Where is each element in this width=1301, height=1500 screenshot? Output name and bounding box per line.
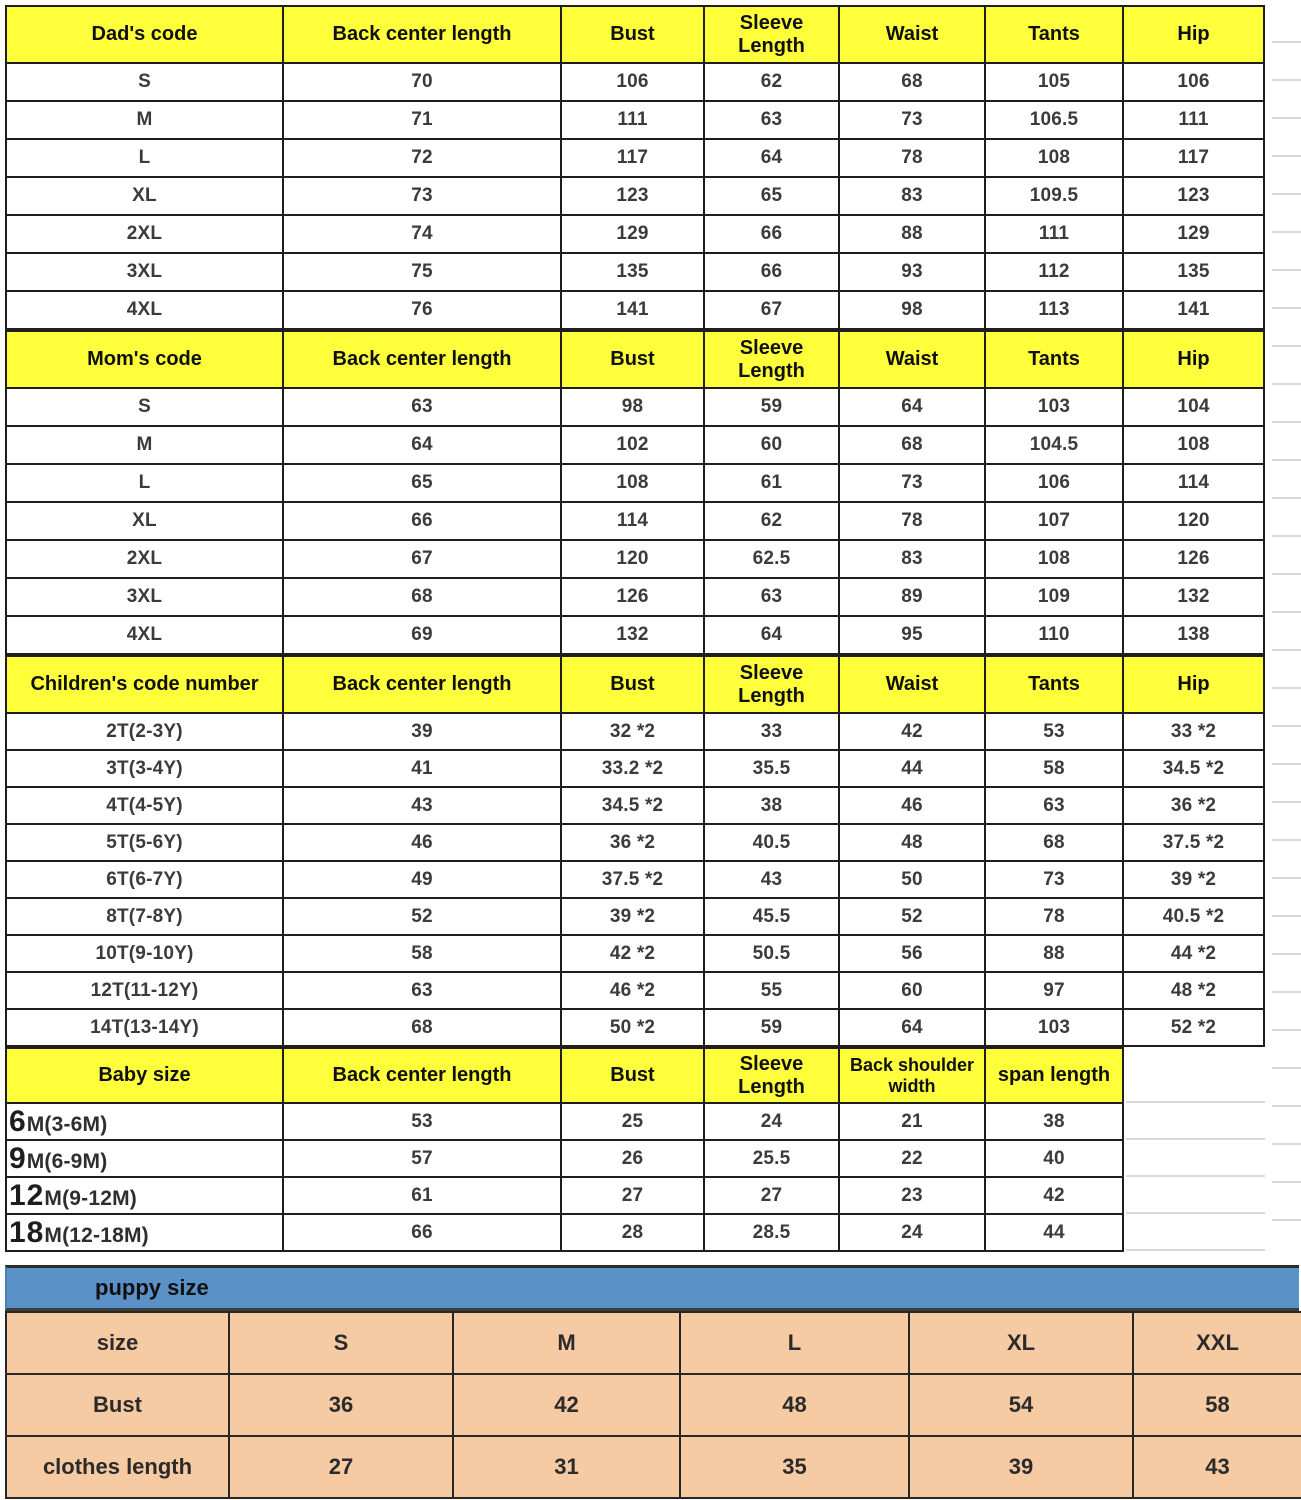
- measurement-cell: 59: [704, 1009, 839, 1046]
- column-header: Hip: [1123, 656, 1264, 713]
- measurement-cell: 39 *2: [561, 898, 704, 935]
- puppy-table-row: [6, 1312, 1301, 1374]
- measurement-cell: 104.5: [985, 426, 1123, 464]
- measurement-cell: 60: [704, 426, 839, 464]
- size-label: XL: [6, 177, 283, 215]
- puppy-size-table: [5, 1311, 1301, 1499]
- measurement-cell: 141: [1123, 291, 1264, 329]
- measurement-cell: 40.5: [704, 824, 839, 861]
- measurement-cell: 102: [561, 426, 704, 464]
- measurement-cell: 58: [985, 750, 1123, 787]
- size-label: 18M(12-18M): [6, 1214, 283, 1251]
- measurement-cell: 52: [283, 898, 561, 935]
- measurement-cell: 78: [839, 502, 985, 540]
- measurement-cell: 39 *2: [1123, 861, 1264, 898]
- measurement-cell: 33: [704, 713, 839, 750]
- measurement-cell: 129: [561, 215, 704, 253]
- puppy-size-header-bar: [5, 1265, 1299, 1311]
- measurement-cell: 68: [283, 1009, 561, 1046]
- measurement-cell: 42: [839, 713, 985, 750]
- measurement-cell: 123: [1123, 177, 1264, 215]
- measurement-cell: 36 *2: [1123, 787, 1264, 824]
- measurement-cell: 73: [839, 464, 985, 502]
- measurement-cell: 66: [283, 1214, 561, 1251]
- measurement-cell: 68: [985, 824, 1123, 861]
- children-table-row: [6, 935, 1264, 972]
- puppy-size-title: puppy size: [95, 1275, 209, 1300]
- dad-table-row: [6, 291, 1264, 329]
- puppy-measurement-cell: 58: [1133, 1374, 1301, 1436]
- measurement-cell: 114: [1123, 464, 1264, 502]
- measurement-cell: 111: [985, 215, 1123, 253]
- measurement-cell: 40.5 *2: [1123, 898, 1264, 935]
- measurement-cell: 104: [1123, 388, 1264, 426]
- measurement-cell: 108: [985, 139, 1123, 177]
- measurement-cell: 40: [985, 1140, 1123, 1177]
- measurement-cell: 111: [561, 101, 704, 139]
- measurement-cell: 68: [839, 426, 985, 464]
- size-label: 10T(9-10Y): [6, 935, 283, 972]
- column-header: Hip: [1123, 331, 1264, 388]
- baby-section-title: Baby size: [6, 1048, 283, 1103]
- mom-table-row: [6, 540, 1264, 578]
- children-table-row: [6, 750, 1264, 787]
- measurement-cell: 63: [704, 578, 839, 616]
- measurement-cell: 132: [561, 616, 704, 654]
- size-label: M: [6, 426, 283, 464]
- measurement-cell: 110: [985, 616, 1123, 654]
- column-header: Bust: [561, 656, 704, 713]
- dad-section-title: Dad's code: [6, 6, 283, 63]
- measurement-cell: 37.5 *2: [1123, 824, 1264, 861]
- measurement-cell: 61: [283, 1177, 561, 1214]
- measurement-cell: 33.2 *2: [561, 750, 704, 787]
- column-header: Back center length: [283, 1048, 561, 1103]
- mom-table-row: [6, 388, 1264, 426]
- measurement-cell: 64: [839, 388, 985, 426]
- measurement-cell: 69: [283, 616, 561, 654]
- measurement-cell: 24: [704, 1103, 839, 1140]
- measurement-cell: 83: [839, 177, 985, 215]
- column-header: Sleeve Length: [704, 6, 839, 63]
- size-label: S: [6, 63, 283, 101]
- measurement-cell: 65: [283, 464, 561, 502]
- measurement-cell: 24: [839, 1214, 985, 1251]
- size-label: 3XL: [6, 253, 283, 291]
- measurement-cell: 108: [985, 540, 1123, 578]
- measurement-cell: 106: [1123, 63, 1264, 101]
- measurement-cell: 126: [561, 578, 704, 616]
- measurement-cell: 62.5: [704, 540, 839, 578]
- puppy-size-table-container: [5, 1311, 1301, 1499]
- measurement-cell: 93: [839, 253, 985, 291]
- measurement-cell: 38: [704, 787, 839, 824]
- puppy-measurement-cell: XL: [909, 1312, 1133, 1374]
- baby-table-row: [6, 1103, 1123, 1140]
- measurement-cell: 63: [283, 388, 561, 426]
- column-header: Tants: [985, 331, 1123, 388]
- column-header: Sleeve Length: [704, 1048, 839, 1103]
- measurement-cell: 83: [839, 540, 985, 578]
- measurement-cell: 67: [704, 291, 839, 329]
- spreadsheet-gridline-strip: [1272, 5, 1301, 1250]
- size-label: 9M(6-9M): [6, 1140, 283, 1177]
- measurement-cell: 103: [985, 388, 1123, 426]
- measurement-cell: 39: [283, 713, 561, 750]
- measurement-cell: 66: [283, 502, 561, 540]
- measurement-cell: 61: [704, 464, 839, 502]
- measurement-cell: 62: [704, 63, 839, 101]
- measurement-cell: 63: [985, 787, 1123, 824]
- measurement-cell: 88: [985, 935, 1123, 972]
- measurement-cell: 32 *2: [561, 713, 704, 750]
- measurement-cell: 22: [839, 1140, 985, 1177]
- measurement-cell: 48: [839, 824, 985, 861]
- measurement-cell: 42: [985, 1177, 1123, 1214]
- spreadsheet-gridline-area: [1126, 1066, 1265, 1252]
- column-header: Waist: [839, 656, 985, 713]
- measurement-cell: 73: [985, 861, 1123, 898]
- measurement-cell: 52 *2: [1123, 1009, 1264, 1046]
- measurement-cell: 66: [704, 215, 839, 253]
- measurement-cell: 50.5: [704, 935, 839, 972]
- children-table-row: [6, 972, 1264, 1009]
- size-label: 3T(3-4Y): [6, 750, 283, 787]
- column-header: Back shoulder width: [839, 1048, 985, 1103]
- measurement-cell: 56: [839, 935, 985, 972]
- measurement-cell: 67: [283, 540, 561, 578]
- measurement-cell: 117: [1123, 139, 1264, 177]
- puppy-measurement-cell: 42: [453, 1374, 680, 1436]
- measurement-cell: 109: [985, 578, 1123, 616]
- column-header: span length: [985, 1048, 1123, 1103]
- measurement-cell: 138: [1123, 616, 1264, 654]
- measurement-cell: 21: [839, 1103, 985, 1140]
- column-header: Back center length: [283, 6, 561, 63]
- children-table-row: [6, 824, 1264, 861]
- column-header: Bust: [561, 6, 704, 63]
- mom-table-row: [6, 426, 1264, 464]
- measurement-cell: 34.5 *2: [561, 787, 704, 824]
- mom-section-title: Mom's code: [6, 331, 283, 388]
- baby-header-row: [6, 1048, 1123, 1103]
- column-header: Back center length: [283, 331, 561, 388]
- puppy-row-label: Bust: [6, 1374, 229, 1436]
- mom-table-row: [6, 578, 1264, 616]
- measurement-cell: 135: [561, 253, 704, 291]
- measurement-cell: 105: [985, 63, 1123, 101]
- size-label: 2XL: [6, 215, 283, 253]
- children-table-row: [6, 861, 1264, 898]
- measurement-cell: 113: [985, 291, 1123, 329]
- dad-size-table: [5, 5, 1265, 330]
- measurement-cell: 108: [1123, 426, 1264, 464]
- children-table-row: [6, 713, 1264, 750]
- measurement-cell: 45.5: [704, 898, 839, 935]
- size-label: 6T(6-7Y): [6, 861, 283, 898]
- puppy-measurement-cell: XXL: [1133, 1312, 1301, 1374]
- puppy-measurement-cell: 43: [1133, 1436, 1301, 1498]
- puppy-measurement-cell: S: [229, 1312, 453, 1374]
- section-gap: [5, 1252, 1301, 1265]
- size-label: 14T(13-14Y): [6, 1009, 283, 1046]
- measurement-cell: 38: [985, 1103, 1123, 1140]
- size-label: 4XL: [6, 616, 283, 654]
- dad-table-row: [6, 139, 1264, 177]
- size-label: 8T(7-8Y): [6, 898, 283, 935]
- measurement-cell: 46: [283, 824, 561, 861]
- size-label: L: [6, 139, 283, 177]
- measurement-cell: 117: [561, 139, 704, 177]
- measurement-cell: 55: [704, 972, 839, 1009]
- measurement-cell: 60: [839, 972, 985, 1009]
- measurement-cell: 111: [1123, 101, 1264, 139]
- measurement-cell: 126: [1123, 540, 1264, 578]
- measurement-cell: 28: [561, 1214, 704, 1251]
- puppy-measurement-cell: 36: [229, 1374, 453, 1436]
- size-label: 4T(4-5Y): [6, 787, 283, 824]
- size-label: L: [6, 464, 283, 502]
- measurement-cell: 120: [1123, 502, 1264, 540]
- children-table-row: [6, 898, 1264, 935]
- column-header: Bust: [561, 1048, 704, 1103]
- mom-table-row: [6, 502, 1264, 540]
- measurement-cell: 25: [561, 1103, 704, 1140]
- measurement-cell: 106.5: [985, 101, 1123, 139]
- measurement-cell: 64: [704, 616, 839, 654]
- measurement-cell: 43: [283, 787, 561, 824]
- measurement-cell: 135: [1123, 253, 1264, 291]
- children-header-row: [6, 656, 1264, 713]
- dad-table-row: [6, 215, 1264, 253]
- measurement-cell: 46: [839, 787, 985, 824]
- baby-table-row: [6, 1140, 1123, 1177]
- mom-header-row: [6, 331, 1264, 388]
- measurement-cell: 103: [985, 1009, 1123, 1046]
- puppy-measurement-cell: 48: [680, 1374, 909, 1436]
- puppy-measurement-cell: 35: [680, 1436, 909, 1498]
- puppy-measurement-cell: 27: [229, 1436, 453, 1498]
- dad-table-row: [6, 101, 1264, 139]
- measurement-cell: 75: [283, 253, 561, 291]
- puppy-table-row: [6, 1436, 1301, 1498]
- puppy-row-label: size: [6, 1312, 229, 1374]
- measurement-cell: 71: [283, 101, 561, 139]
- column-header: Sleeve Length: [704, 331, 839, 388]
- puppy-row-label: clothes length: [6, 1436, 229, 1498]
- size-label: 12M(9-12M): [6, 1177, 283, 1214]
- measurement-cell: 73: [839, 101, 985, 139]
- baby-table-row: [6, 1214, 1123, 1251]
- size-label: 2T(2-3Y): [6, 713, 283, 750]
- measurement-cell: 52: [839, 898, 985, 935]
- mom-table-row: [6, 464, 1264, 502]
- measurement-cell: 141: [561, 291, 704, 329]
- column-header: Waist: [839, 6, 985, 63]
- measurement-cell: 33 *2: [1123, 713, 1264, 750]
- size-label: 4XL: [6, 291, 283, 329]
- children-table-row: [6, 1009, 1264, 1046]
- measurement-cell: 132: [1123, 578, 1264, 616]
- measurement-cell: 95: [839, 616, 985, 654]
- measurement-cell: 37.5 *2: [561, 861, 704, 898]
- measurement-cell: 53: [283, 1103, 561, 1140]
- measurement-cell: 25.5: [704, 1140, 839, 1177]
- column-header: Hip: [1123, 6, 1264, 63]
- measurement-cell: 44 *2: [1123, 935, 1264, 972]
- measurement-cell: 28.5: [704, 1214, 839, 1251]
- column-header: Bust: [561, 331, 704, 388]
- measurement-cell: 89: [839, 578, 985, 616]
- column-header: Waist: [839, 331, 985, 388]
- dad-table-row: [6, 177, 1264, 215]
- measurement-cell: 97: [985, 972, 1123, 1009]
- measurement-cell: 27: [561, 1177, 704, 1214]
- measurement-cell: 72: [283, 139, 561, 177]
- size-tables-flow: [5, 5, 1301, 1499]
- measurement-cell: 44: [985, 1214, 1123, 1251]
- measurement-cell: 50 *2: [561, 1009, 704, 1046]
- measurement-cell: 48 *2: [1123, 972, 1264, 1009]
- measurement-cell: 44: [839, 750, 985, 787]
- column-header: Tants: [985, 656, 1123, 713]
- measurement-cell: 88: [839, 215, 985, 253]
- measurement-cell: 70: [283, 63, 561, 101]
- measurement-cell: 46 *2: [561, 972, 704, 1009]
- measurement-cell: 62: [704, 502, 839, 540]
- measurement-cell: 58: [283, 935, 561, 972]
- measurement-cell: 41: [283, 750, 561, 787]
- mom-size-table: [5, 330, 1265, 655]
- measurement-cell: 78: [839, 139, 985, 177]
- family-size-tables: [5, 5, 1301, 1252]
- measurement-cell: 109.5: [985, 177, 1123, 215]
- puppy-measurement-cell: M: [453, 1312, 680, 1374]
- measurement-cell: 98: [839, 291, 985, 329]
- column-header: Tants: [985, 6, 1123, 63]
- size-label: 12T(11-12Y): [6, 972, 283, 1009]
- size-label: M: [6, 101, 283, 139]
- measurement-cell: 112: [985, 253, 1123, 291]
- measurement-cell: 108: [561, 464, 704, 502]
- measurement-cell: 57: [283, 1140, 561, 1177]
- measurement-cell: 114: [561, 502, 704, 540]
- measurement-cell: 27: [704, 1177, 839, 1214]
- baby-table-row: [6, 1177, 1123, 1214]
- measurement-cell: 63: [283, 972, 561, 1009]
- measurement-cell: 36 *2: [561, 824, 704, 861]
- measurement-cell: 66: [704, 253, 839, 291]
- puppy-measurement-cell: 54: [909, 1374, 1133, 1436]
- measurement-cell: 63: [704, 101, 839, 139]
- measurement-cell: 64: [839, 1009, 985, 1046]
- measurement-cell: 49: [283, 861, 561, 898]
- size-label: 6M(3-6M): [6, 1103, 283, 1140]
- puppy-measurement-cell: L: [680, 1312, 909, 1374]
- mom-table-row: [6, 616, 1264, 654]
- measurement-cell: 107: [985, 502, 1123, 540]
- measurement-cell: 106: [985, 464, 1123, 502]
- size-label: S: [6, 388, 283, 426]
- measurement-cell: 129: [1123, 215, 1264, 253]
- measurement-cell: 59: [704, 388, 839, 426]
- measurement-cell: 26: [561, 1140, 704, 1177]
- measurement-cell: 65: [704, 177, 839, 215]
- measurement-cell: 98: [561, 388, 704, 426]
- size-label: XL: [6, 502, 283, 540]
- measurement-cell: 64: [283, 426, 561, 464]
- column-header: Back center length: [283, 656, 561, 713]
- measurement-cell: 68: [283, 578, 561, 616]
- size-label: 3XL: [6, 578, 283, 616]
- dad-header-row: [6, 6, 1264, 63]
- measurement-cell: 68: [839, 63, 985, 101]
- measurement-cell: 78: [985, 898, 1123, 935]
- measurement-cell: 43: [704, 861, 839, 898]
- measurement-cell: 73: [283, 177, 561, 215]
- children-section-title: Children's code number: [6, 656, 283, 713]
- dad-table-row: [6, 63, 1264, 101]
- measurement-cell: 35.5: [704, 750, 839, 787]
- measurement-cell: 23: [839, 1177, 985, 1214]
- measurement-cell: 106: [561, 63, 704, 101]
- dad-table-row: [6, 253, 1264, 291]
- measurement-cell: 53: [985, 713, 1123, 750]
- measurement-cell: 50: [839, 861, 985, 898]
- measurement-cell: 34.5 *2: [1123, 750, 1264, 787]
- measurement-cell: 76: [283, 291, 561, 329]
- measurement-cell: 42 *2: [561, 935, 704, 972]
- children-table-row: [6, 787, 1264, 824]
- baby-size-table: [5, 1047, 1124, 1252]
- puppy-table-row: [6, 1374, 1301, 1436]
- measurement-cell: 123: [561, 177, 704, 215]
- column-header: Sleeve Length: [704, 656, 839, 713]
- children-size-table: [5, 655, 1265, 1047]
- size-label: 5T(5-6Y): [6, 824, 283, 861]
- size-label: 2XL: [6, 540, 283, 578]
- measurement-cell: 120: [561, 540, 704, 578]
- measurement-cell: 64: [704, 139, 839, 177]
- measurement-cell: 74: [283, 215, 561, 253]
- puppy-measurement-cell: 31: [453, 1436, 680, 1498]
- puppy-measurement-cell: 39: [909, 1436, 1133, 1498]
